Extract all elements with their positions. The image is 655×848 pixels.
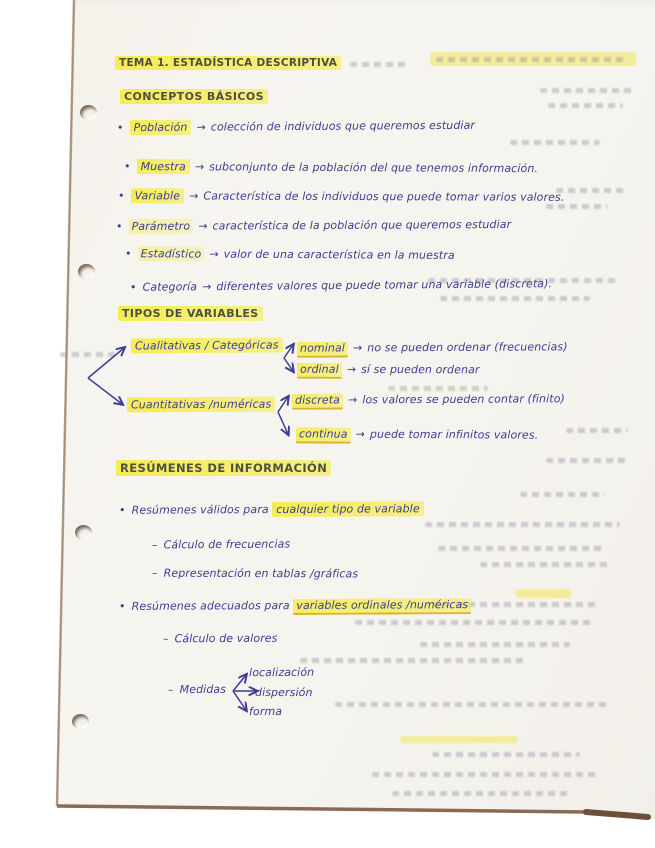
label-cualitativas: Cualitativas / Categóricas bbox=[131, 337, 283, 353]
summary-validos bbox=[119, 502, 424, 517]
arrow-glyph: → bbox=[347, 393, 358, 407]
definition-categoria: diferentes valores que puede tomar una variable (discreta). bbox=[216, 277, 553, 294]
aspect-text: forma bbox=[248, 704, 283, 719]
medidas-forma bbox=[249, 705, 282, 718]
definition-parametro: característica de la población que queremos estudiar bbox=[212, 217, 512, 233]
branch-ordinal bbox=[297, 363, 480, 377]
medidas-label: Medidas bbox=[179, 682, 227, 697]
bleedthrough-mark bbox=[355, 620, 595, 625]
arrow-glyph: → bbox=[201, 280, 212, 294]
dash-glyph: – bbox=[167, 683, 174, 697]
bleedthrough-mark bbox=[300, 658, 525, 663]
term-discreta: discreta bbox=[292, 393, 343, 409]
bleedthrough-mark bbox=[372, 772, 597, 777]
definition-discreta: los valores se pueden contar (finito) bbox=[362, 392, 565, 407]
bleedthrough-mark bbox=[432, 752, 580, 757]
bleedthrough-mark bbox=[392, 791, 570, 796]
bleedthrough-mark bbox=[436, 57, 626, 62]
term-categoria: Categoría bbox=[142, 280, 198, 294]
arrow-glyph: → bbox=[198, 219, 208, 233]
subitem-representacion bbox=[152, 567, 358, 581]
arrow-glyph: → bbox=[355, 427, 365, 441]
concept-muestra bbox=[124, 160, 538, 175]
term-estadistico: Estadístico bbox=[138, 246, 205, 261]
subitem-medidas bbox=[168, 683, 226, 696]
bleedthrough-highlight bbox=[516, 589, 571, 598]
bleedthrough-mark bbox=[520, 492, 605, 497]
subitem-calculo-valores bbox=[163, 632, 278, 646]
label-cuantitativas: Cuantitativas /numéricas bbox=[127, 397, 275, 413]
subitem-text: Representación en tablas /gráficas bbox=[163, 566, 359, 581]
term-parametro: Parámetro bbox=[129, 219, 194, 234]
bleedthrough-mark bbox=[480, 562, 610, 567]
branch-cuantitativas bbox=[127, 398, 275, 412]
arrow-glyph: → bbox=[194, 160, 205, 174]
bullet-glyph: • bbox=[115, 220, 123, 234]
bullet-glyph: • bbox=[129, 280, 137, 294]
medidas-dispersion bbox=[255, 686, 313, 699]
bleedthrough-mark bbox=[350, 62, 410, 67]
bleedthrough-mark bbox=[440, 296, 590, 301]
definition-continua: puede tomar infinitos valores. bbox=[369, 427, 539, 442]
bullet-glyph: • bbox=[118, 599, 126, 613]
arrow-glyph: → bbox=[209, 247, 219, 261]
subitem-text: Cálculo de valores bbox=[174, 631, 278, 646]
hole-punch bbox=[78, 264, 95, 279]
branch-nominal bbox=[297, 340, 568, 354]
bleedthrough-mark bbox=[546, 204, 608, 209]
branch-discreta bbox=[292, 392, 565, 406]
bullet-glyph: • bbox=[118, 503, 126, 517]
aspect-text: localización bbox=[248, 665, 315, 680]
hole-punch bbox=[80, 105, 97, 120]
bleedthrough-mark bbox=[388, 386, 488, 391]
bullet-glyph: • bbox=[123, 159, 131, 173]
concept-poblacion bbox=[117, 119, 475, 134]
heading-resumenes: RESÚMENES DE INFORMACIÓN bbox=[116, 460, 331, 476]
heading-tipos-de-variables: TIPOS DE VARIABLES bbox=[118, 306, 263, 321]
term-ordinal: ordinal bbox=[297, 363, 342, 379]
subitem-calculo-frecuencias bbox=[152, 538, 290, 552]
concept-parametro bbox=[116, 218, 511, 233]
hole-punch bbox=[72, 714, 89, 729]
bleedthrough-mark bbox=[60, 352, 115, 357]
bleedthrough-mark bbox=[425, 522, 620, 527]
branch-continua bbox=[296, 427, 538, 441]
summary-adecuados-prefix: Resúmenes adecuados para bbox=[131, 599, 294, 613]
bleedthrough-mark bbox=[540, 88, 635, 93]
term-poblacion: Población bbox=[130, 120, 192, 135]
summary-validos-prefix: Resúmenes válidos para bbox=[131, 502, 273, 517]
definition-muestra: subconjunto de la población del que tenemos información. bbox=[209, 160, 539, 176]
bleedthrough-mark bbox=[556, 188, 628, 193]
arrow-glyph: → bbox=[189, 189, 199, 203]
dash-glyph: – bbox=[162, 632, 169, 646]
arrow-glyph: → bbox=[352, 341, 363, 355]
branch-cualitativas bbox=[131, 338, 283, 352]
bleedthrough-mark bbox=[566, 428, 628, 433]
page-title: TEMA 1. ESTADÍSTICA DESCRIPTIVA bbox=[115, 56, 341, 70]
summary-adecuados bbox=[119, 598, 471, 613]
definition-poblacion: colección de individuos que queremos estudiar bbox=[210, 118, 476, 134]
summary-adecuados-highlight: variables ordinales /numéricas bbox=[293, 598, 471, 615]
definition-variable: Característica de los individuos que puede tomar varios valores. bbox=[203, 189, 565, 204]
term-continua: continua bbox=[296, 427, 351, 443]
dash-glyph: – bbox=[151, 566, 158, 580]
term-muestra: Muestra bbox=[137, 159, 190, 174]
bullet-glyph: • bbox=[124, 247, 132, 261]
bleedthrough-mark bbox=[548, 103, 623, 108]
bleedthrough-mark bbox=[420, 642, 570, 647]
hole-punch bbox=[75, 525, 92, 540]
bullet-glyph: • bbox=[117, 189, 125, 203]
term-nominal: nominal bbox=[297, 341, 348, 357]
heading-conceptos-basicos: CONCEPTOS BÁSICOS bbox=[120, 89, 268, 104]
term-variable: Variable bbox=[131, 188, 185, 203]
arrow-glyph: → bbox=[346, 362, 357, 376]
bleedthrough-mark bbox=[335, 702, 610, 707]
bullet-glyph: • bbox=[116, 121, 124, 135]
definition-ordinal: sí se pueden ordenar bbox=[361, 362, 480, 377]
aspect-text: dispersión bbox=[254, 685, 313, 700]
subitem-text: Cálculo de frecuencias bbox=[163, 537, 291, 552]
bleedthrough-mark bbox=[438, 546, 603, 551]
bleedthrough-mark bbox=[546, 458, 626, 463]
dash-glyph: – bbox=[151, 538, 158, 552]
medidas-localizacion bbox=[249, 666, 314, 680]
bleedthrough-mark bbox=[510, 140, 600, 145]
summary-validos-highlight: cualquier tipo de variable bbox=[272, 501, 423, 517]
concept-estadistico bbox=[125, 247, 455, 262]
arrow-glyph: → bbox=[196, 120, 206, 134]
definition-estadistico: valor de una característica en la muestra bbox=[223, 247, 455, 262]
bleedthrough-highlight bbox=[400, 736, 518, 743]
concept-variable bbox=[118, 189, 564, 204]
definition-nominal: no se pueden ordenar (frecuencias) bbox=[367, 340, 568, 355]
